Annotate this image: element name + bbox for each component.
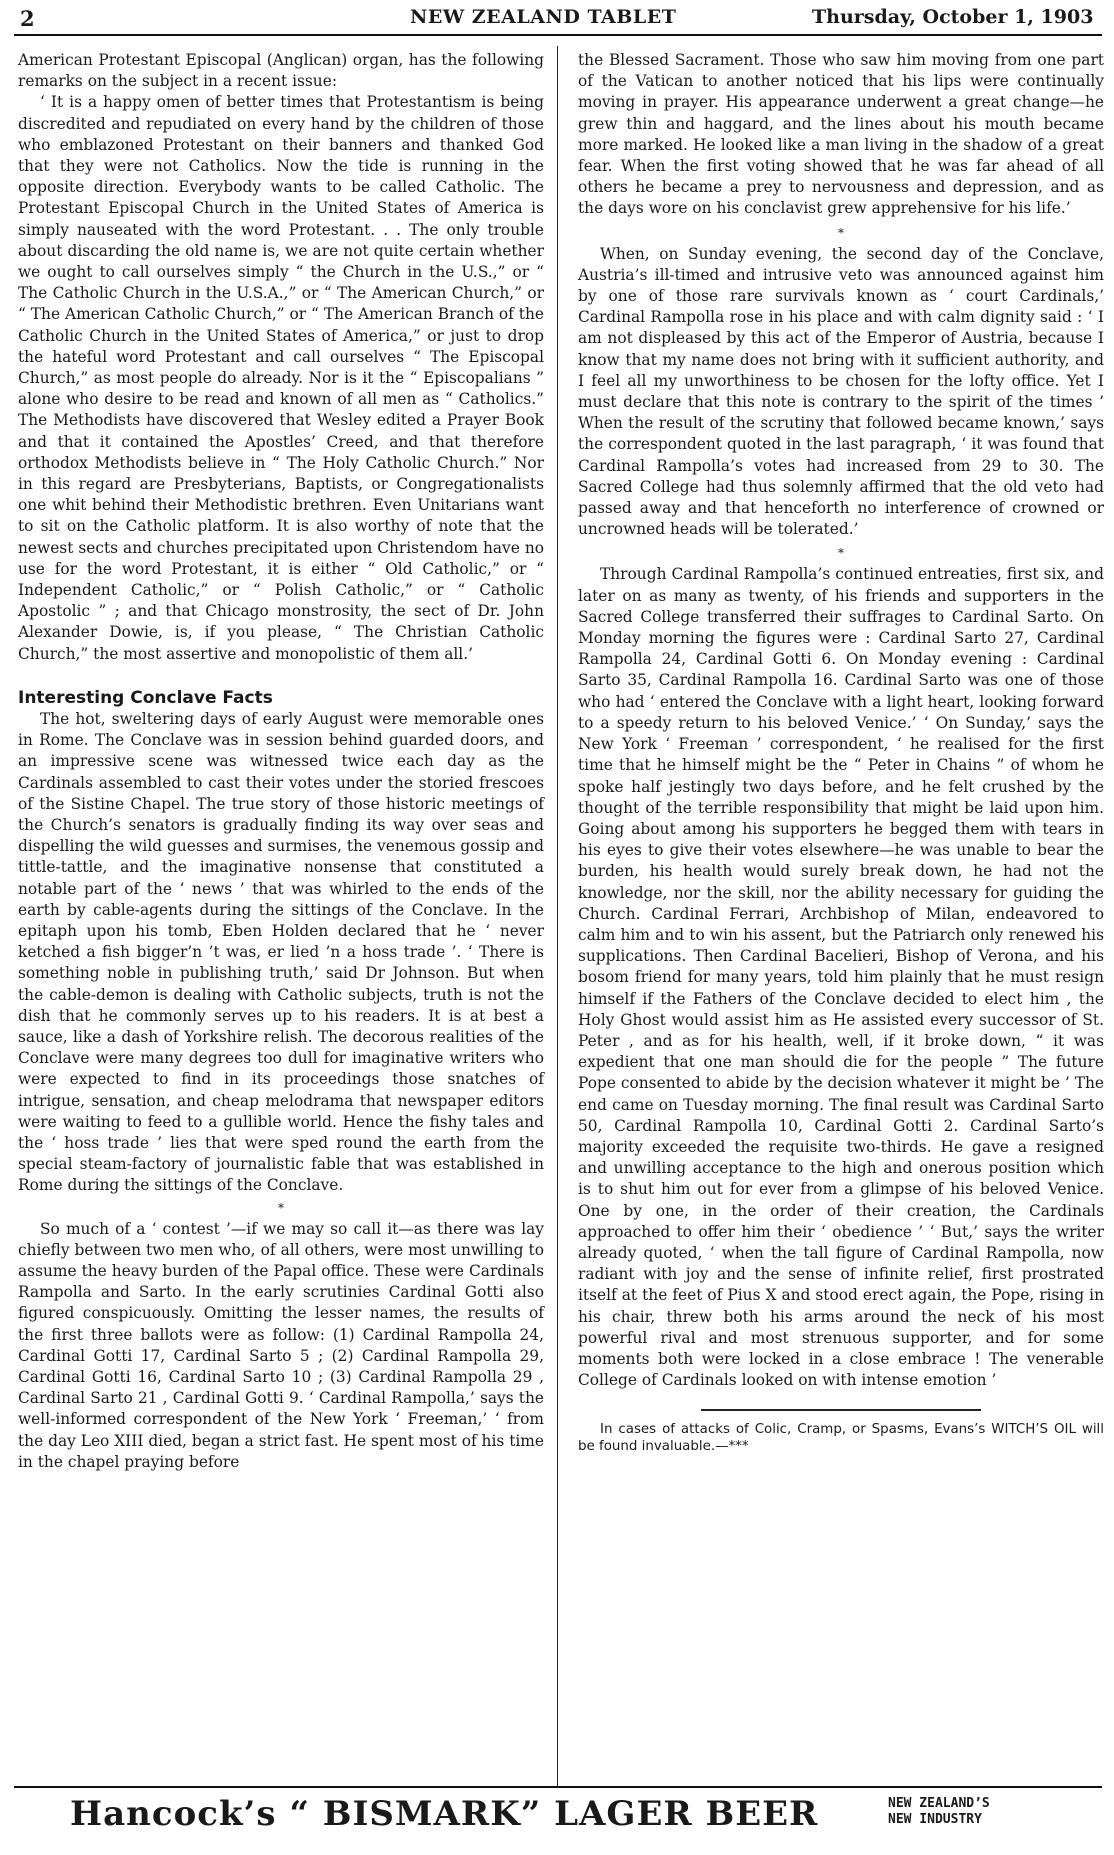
paragraph: So much of a ‘ contest ’—if we may so call it—as there was lay chiefly between two men who, of all others, were most unwilling to assume the heavy burden of the Papal office. These were Cardinals Rampolla and Sarto. In the early scrutinies Cardinal Gotti also figured conspicuously. Omitting the lesser names, the results of the first three ballots were as follow: (1) Cardinal Rampolla 24, Cardinal Gotti 17, Cardinal Sarto 5 ; (2) Cardinal Rampolla 29, Cardinal Gotti 16, Cardinal Sarto 10 ; (3) Cardinal Rampolla 29 , Cardinal Sarto 21 , Cardinal Gotti 9. ‘ Cardinal Rampolla,’ says the well-informed correspondent of the New York ‘ Freeman,’ ‘ from the day Leo XIII died, began a strict fast. He spent most of his time in the chapel praying before <box>18 1219 544 1471</box>
paragraph: Through Cardinal Rampolla’s continued entreaties, first six, and later on as many as twenty, of his friends and supporters in the Sacred College transferred their suffrages to Cardinal Sarto. On Monday morning the figures were : Cardinal Sarto 27, Cardinal Rampolla 24, Cardinal Gotti 6. On Monday evening : Cardinal Sarto 35, Cardinal Rampolla 16. Cardinal Sarto was one of those who had ‘ entered the Conclave with a light heart, looking forward to a speedy return to his beloved Venice.’ ‘ On Sunday,’ says the New York ‘ Freeman ’ correspondent, ‘ he realised for the first time that he himself might be the “ Peter in Chains ” of whom he spoke half jestingly two days before, and he felt crushed by the thought of the terrible responsibility that might be laid upon him. Going about among his supporters he begged them with tears in his eyes to give their votes elsewhere—he was unable to bear the burden, his health would surely break down, he had not the knowledge, nor the skill, nor the ability necessary for guiding the Church. Cardinal Ferrari, Archbishop of Milan, endeavored to calm him and to win his assent, but the Patriarch only renewed his supplications. Then Cardinal Bacelieri, Bishop of Verona, and his bosom friend for many years, told him plainly that he must resign himself if the Fathers of the Conclave decided to elect him , the Holy Ghost would assist him as He assisted every successor of St. Peter , and as for his health, well, if it broke down, “ it was expedient that one man should die for the people ” The future Pope consented to abide by the decision whatever it might be ’ The end came on Tuesday morning. The final result was Cardinal Sarto 50, Cardinal Rampolla 10, Cardinal Gotti 2. Cardinal Sarto’s majority exceeded the requisite two-thirds. He gave a resigned and unwilling acceptance to the high and onerous position which is to shut him out for ever from a glimpse of his beloved Venice. One by one, in the order of their creation, the Cardinals approached to offer him their ‘ obedience ’ ‘ But,’ says the writer already quoted, ‘ when the tall figure of Cardinal Rampolla, now radiant with joy and the sense of infinite relief, first prostrated itself at the feet of Pius X and stood erect again, the Pope, rising in his chair, threw both his arms around the neck of his most powerful rival and most strenuous supporter, and for some moments both were locked in a close embrace ! The venerable College of Cardinals looked on with intense emotion ’ <box>578 565 1104 1390</box>
header-rule <box>14 34 1102 36</box>
section-separator: * <box>278 1200 284 1215</box>
footer-rule <box>14 1786 1102 1788</box>
left-column <box>18 50 544 1473</box>
issue-date: Thursday, October 1, 1903 <box>812 6 1094 28</box>
side-note-line: NEW INDUSTRY <box>888 1812 982 1827</box>
publication-title: NEW ZEALAND TABLET <box>410 6 677 28</box>
paragraph: ‘ It is a happy omen of better times that Protestantism is being discredited and repudiated on every hand by the children of those who emblazoned Protestant on their banners and thanked God that they were not Catholics. Now the tide is running in the opposite direction. Everybody wants to be called Catholic. The Protestant Episcopal Church in the United States of America is simply nauseated with the word Protestant. . . The only trouble about discarding the old name is, we are not quite certain whether we ought to call ourselves simply “ the Church in the U.S.,” or “ The Catholic Church in the U.S.A.,” or “ The American Church,” or “ The American Catholic Church,” or “ The American Branch of the Catholic Church in the United States of America,” or just to drop the hateful word Protestant and call ourselves “ The Episcopal Church,” as most people do already. Nor is it the “ Episcopalians ” alone who desire to be read and known of all men as “ Catholics.” The Methodists have discovered that Wesley edited a Prayer Book and that it contained the Apostles’ Creed, and that therefore orthodox Methodists believe in “ The Holy Catholic Church.” Nor in this regard are Presbyterians, Baptists, or Congregationalists one whit behind their Methodistic brethren. Even Unitarians want to sit on the Catholic platform. It is also worthy of note that the newest sects and churches precipitated upon Christendom have no use for the word Protestant, it is either “ Old Catholic,” or “ Independent Catholic,” or “ Polish Catholic,” or “ Catholic Apostolic ” ; and that Chicago monstrosity, the sect of Dr. John Alexander Dowie, is, if you please, “ The Christian Catholic Church,” the most assertive and monopolistic of them all.’ <box>18 93 544 663</box>
advertisement-banner <box>0 1790 1114 1850</box>
paragraph: the Blessed Sacrament. Those who saw him moving from one part of the Vatican to another noticed that his lips were continually moving in prayer. His appearance underwent a great change—he grew thin and haggard, and the lines about his mouth became more marked. He looked like a man living in the shadow of a great fear. When the first voting showed that he was far ahead of all others he became a prey to nervousness and depression, and as the days wore on his conclavist grew apprehensive for his life.’ <box>578 51 1104 218</box>
advertisement-headline: Hancock’s “ BISMARK” LAGER BEER <box>70 1794 819 1834</box>
advertisement-side-note <box>888 1796 990 1828</box>
right-column <box>578 50 1104 1455</box>
paragraph: American Protestant Episcopal (Anglican) organ, has the following remarks on the subject in a recent issue: <box>18 51 544 91</box>
page-number: 2 <box>20 6 35 31</box>
paragraph: The hot, sweltering days of early August were memorable ones in Rome. The Conclave was in session behind guarded doors, and an impressive scene was witnessed twice each day as the Cardinals assembled to cast their votes under the storied frescoes of the Sistine Chapel. The true story of those historic meetings of the Church’s senators is gradually finding its way over seas and dispelling the wild guesses and surmises, the venemous gossip and tittle-tattle, and the imaginative nonsense that constituted a notable part of the ‘ news ’ that was whirled to the ends of the earth by cable-agents during the sittings of the Conclave. In the epitaph upon his tomb, Eben Holden declared that he ‘ never ketched a fish bigger’n ’t was, er lied ’n a hoss trade ’. ‘ There is something noble in publishing truth,’ said Dr Johnson. But when the cable-demon is dealing with Catholic subjects, truth is not the dish that he commonly serves up to his readers. It is at best a sauce, like a dash of Yorkshire relish. The decorous realities of the Conclave were many degrees too dull for imaginative writers who were expected to find in its proceedings those snatches of intrigue, sensation, and cheap melodrama that newspaper editors were waiting to feed to a gullible world. Hence the fishy tales and the ‘ hoss trade ’ lies that were sped round the earth from the special steam-factory of journalistic fable that was established in Rome during the sittings of the Conclave. <box>18 709 544 1195</box>
notice-text: In cases of attacks of Colic, Cramp, or Spasms, Evans’s WITCH’S OIL will be found invaluable.—*** <box>578 1422 1104 1455</box>
section-heading: Interesting Conclave Facts <box>18 687 273 708</box>
section-separator: * <box>838 546 844 561</box>
notice-box <box>578 1421 1104 1455</box>
section-separator: * <box>838 225 844 240</box>
short-rule <box>701 1409 981 1411</box>
side-note-line: NEW ZEALAND’S <box>888 1796 990 1811</box>
column-divider <box>557 46 558 1786</box>
paragraph: When, on Sunday evening, the second day of the Conclave, Austria’s ill-timed and intrusive veto was announced against him by one of those rare survivals known as ‘ court Cardinals,’ Cardinal Rampolla rose in his place and with calm dignity said : ‘ I am not displeased by this act of the Emperor of Austria, because I know that my name does not bring with it sufficient authority, and I feel all my unworthiness to be chosen for the lofty office. Yet I must declare that this note is contrary to the spirit of the times ’ When the result of the scrutiny that followed became known,’ says the correspondent quoted in the last paragraph, ‘ it was found that Cardinal Rampolla’s votes had increased from 29 to 30. The Sacred College had thus solemnly affirmed that the old veto had passed away and that henceforth no interference of crowned or uncrowned heads will be tolerated.’ <box>578 244 1104 539</box>
